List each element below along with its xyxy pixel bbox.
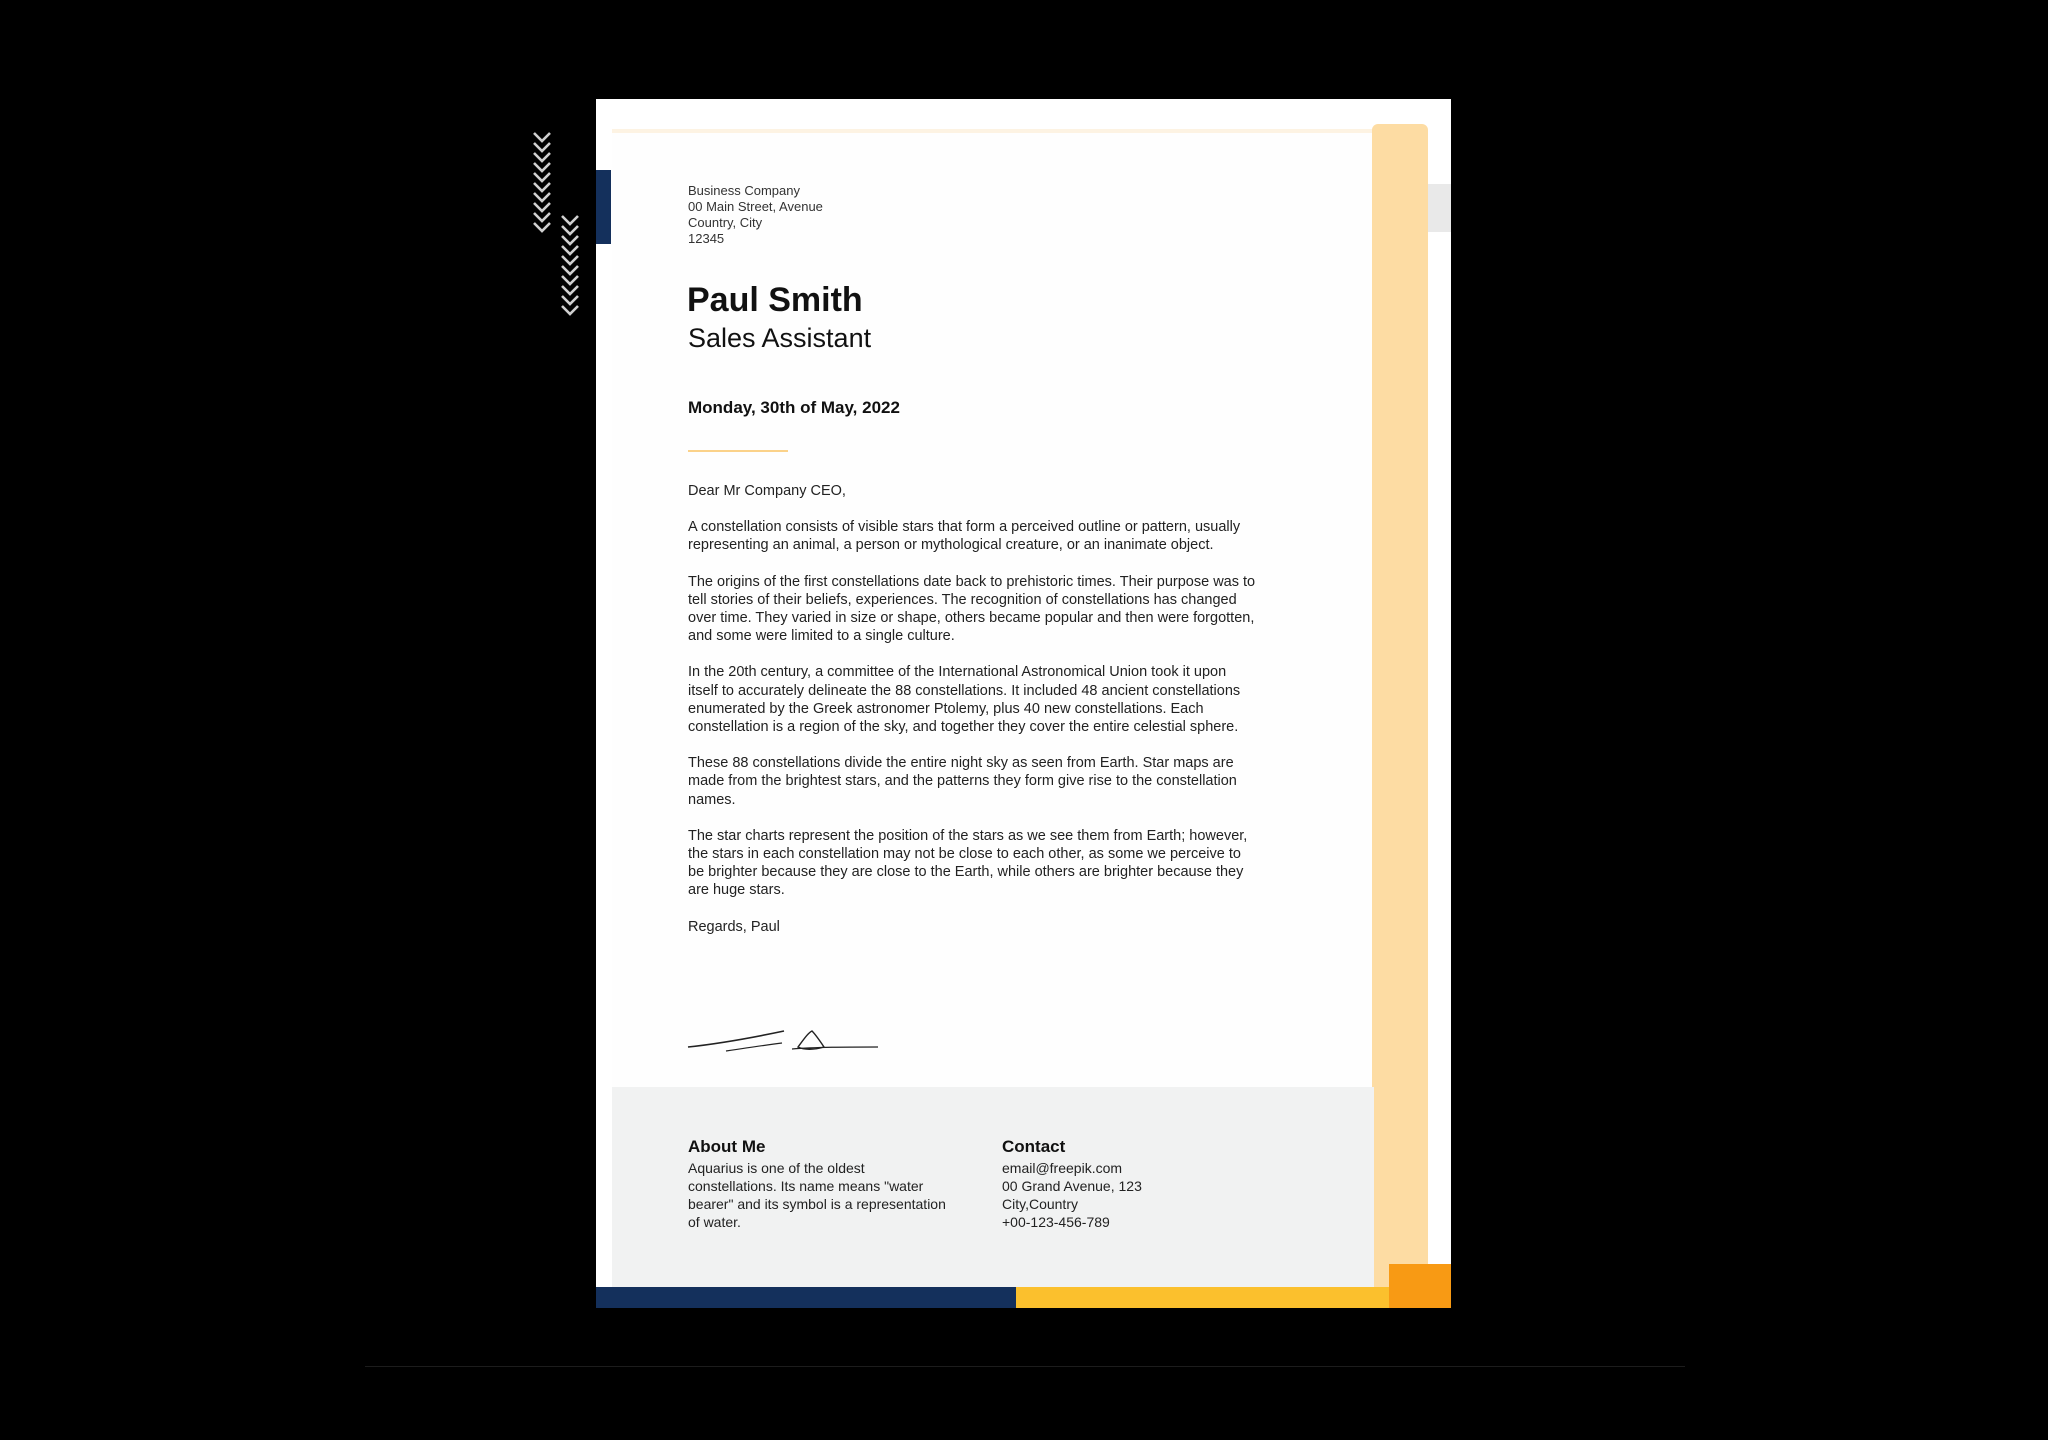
author-name: Paul Smith (687, 281, 863, 319)
sender-address (688, 183, 948, 247)
chevron-down-icon (562, 216, 578, 224)
chevron-down-icon (534, 203, 550, 211)
contact-phone: +00-123-456-789 (1002, 1214, 1110, 1230)
chevron-down-icon (534, 173, 550, 181)
bottom-bar-navy (596, 1287, 1016, 1308)
letter-page (596, 99, 1451, 1308)
closing: Regards, Paul (688, 918, 780, 935)
sender-line: Business Company (688, 183, 800, 198)
salutation: Dear Mr Company CEO, (688, 483, 846, 499)
chevron-down-icon (534, 223, 550, 231)
sender-line: Country, City (688, 215, 763, 230)
top-accent-line (612, 129, 1374, 133)
letter-body (688, 482, 1258, 954)
chevron-down-icon (534, 133, 550, 141)
navy-accent-tab (596, 170, 611, 244)
chevron-down-icon (534, 213, 550, 221)
chevron-down-icon (562, 266, 578, 274)
sender-line: 12345 (688, 231, 725, 246)
chevron-down-icon (534, 193, 550, 201)
about-title: About Me (688, 1137, 766, 1156)
chevron-down-icon (534, 163, 550, 171)
sender-line: 00 Main Street, Avenue (688, 199, 823, 214)
body-paragraph: The origins of the first constellations date back to prehistoric times. Their purpose was to tell stories of their beliefs, experiences. The recognition of constellations has changed over time. They varied in size or shape, others became popular and then were forgotten, and some were limited to a single culture. (688, 573, 1256, 645)
about-text: Aquarius is one of the oldest constellations. Its name means "water bearer" and its symbol is a representation of water. (688, 1160, 946, 1230)
date-divider (688, 450, 788, 452)
chevron-down-icon (562, 296, 578, 304)
signature (686, 1017, 886, 1057)
side-notch (1428, 184, 1451, 232)
chevron-down-icon (562, 246, 578, 254)
contact-city: City,Country (1002, 1196, 1078, 1212)
chevron-down-icon (534, 153, 550, 161)
chevron-down-icon (534, 183, 550, 191)
chevron-down-icon (562, 236, 578, 244)
chevron-stack-upper (531, 131, 553, 243)
author-role: Sales Assistant (688, 323, 872, 353)
body-paragraph: In the 20th century, a committee of the International Astronomical Union took it upon itself to accurately delineate the 88 constellations. It included 48 ancient constellations enumerated by the Greek astronomer Ptolemy, plus 40 new constellations. Each constellation is a region of the sky, and together they cover the entire celestial sphere. (688, 664, 1241, 736)
bottom-bar-orange (1389, 1264, 1451, 1308)
side-accent-strip (1372, 124, 1428, 1288)
contact-details (1002, 1159, 1262, 1231)
chevron-down-icon (562, 256, 578, 264)
body-paragraph: A constellation consists of visible stars that form a perceived outline or pattern, usually representing an animal, a person or mythological creature, or an inanimate object. (688, 519, 1241, 554)
chevron-down-icon (562, 306, 578, 314)
contact-email[interactable]: email@freepik.com (1002, 1160, 1123, 1176)
floor-line (365, 1366, 1685, 1367)
bottom-bar-yellow (1016, 1287, 1389, 1308)
letter-date: Monday, 30th of May, 2022 (688, 398, 900, 417)
chevron-down-icon (562, 286, 578, 294)
body-paragraph: The star charts represent the position of the stars as we see them from Earth; however, the stars in each constellation may not be close to each other, as some we perceive to be brighter because they are close to the Earth, while others are brighter because they are huge stars. (688, 827, 1248, 899)
contact-title: Contact (1002, 1137, 1066, 1156)
body-paragraph: These 88 constellations divide the entire night sky as seen from Earth. Star maps are made from the brightest stars, and the patterns they form give rise to the constellation names. (688, 755, 1237, 808)
chevron-stack-lower (559, 214, 581, 326)
contact-address: 00 Grand Avenue, 123 (1002, 1178, 1142, 1194)
chevron-down-icon (562, 276, 578, 284)
chevron-down-icon (562, 226, 578, 234)
chevron-down-icon (534, 143, 550, 151)
